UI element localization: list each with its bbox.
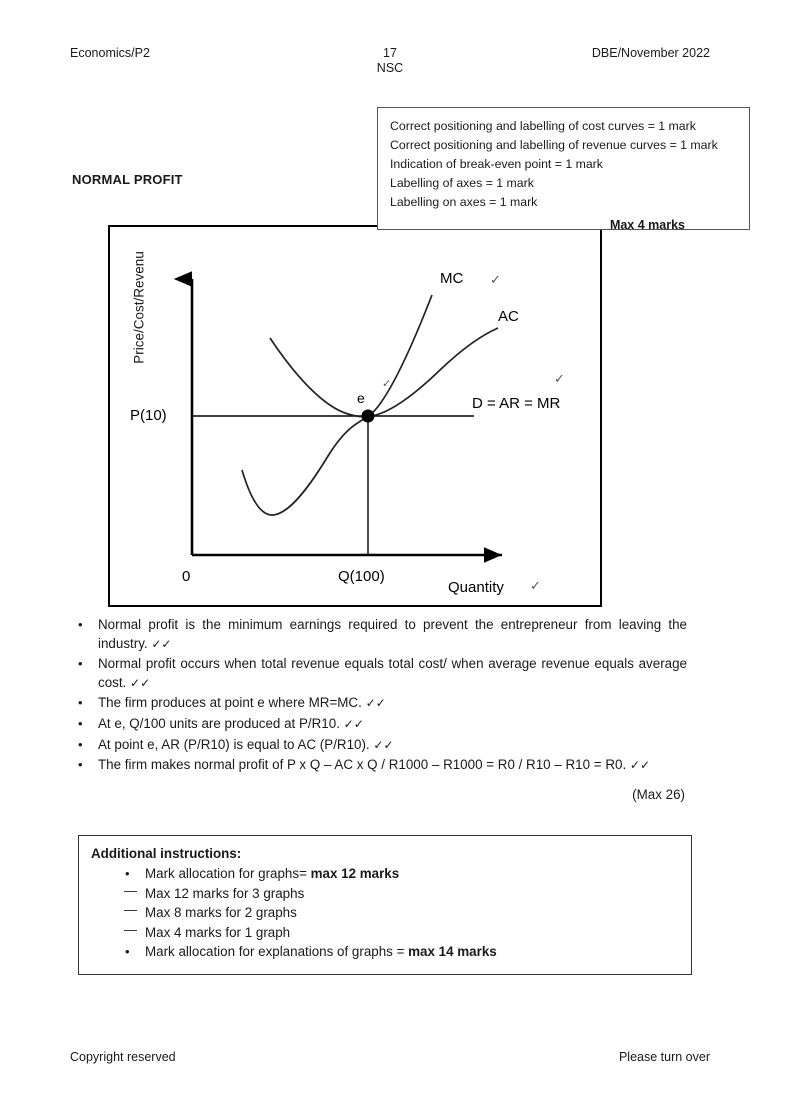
instruction-emphasis: max 14 marks bbox=[408, 944, 497, 959]
normal-profit-graph bbox=[110, 227, 600, 605]
list-item-text: Normal profit is the minimum earnings required to prevent the entrepreneur from leaving the industry. bbox=[98, 617, 687, 651]
bullet-icon: • bbox=[78, 617, 83, 632]
y-axis-price-label: P(10) bbox=[130, 407, 167, 424]
list-item bbox=[72, 694, 687, 713]
marking-criteria-box bbox=[377, 107, 750, 230]
turn-over-notice: Please turn over bbox=[618, 1050, 710, 1064]
instruction-item bbox=[91, 942, 691, 962]
page-footer bbox=[70, 1050, 710, 1070]
origin-label: 0 bbox=[182, 568, 191, 585]
bullet-icon: • bbox=[125, 866, 130, 881]
bullet-icon: • bbox=[78, 736, 83, 752]
dash-bullet-icon: ― bbox=[124, 902, 137, 917]
explanation-list bbox=[72, 616, 687, 777]
max-marks-note: (Max 26) bbox=[632, 787, 685, 802]
bullet-icon: • bbox=[125, 944, 130, 959]
instructions-title: Additional instructions: bbox=[91, 846, 242, 861]
graph-container bbox=[108, 225, 602, 607]
header-page-number: 17 bbox=[383, 46, 397, 60]
instruction-text: Mark allocation for explanations of graphs = bbox=[145, 944, 409, 959]
tick-mark-icon: ✓✓ bbox=[629, 758, 651, 773]
y-axis-title: Price/Cost/Revenu bbox=[131, 251, 147, 364]
list-item bbox=[72, 736, 687, 755]
bullet-icon: • bbox=[78, 715, 83, 731]
instruction-emphasis: max 12 marks bbox=[310, 866, 400, 881]
header-subject: Economics/P2 bbox=[70, 46, 150, 60]
bullet-icon: • bbox=[78, 695, 83, 711]
list-item-text: Normal profit occurs when total revenue equals total cost/ when average revenue equals average cost. bbox=[98, 656, 687, 690]
tick-mark-icon: ✓✓ bbox=[151, 636, 172, 651]
bullet-icon: • bbox=[78, 757, 83, 773]
header-paper-code: NSC bbox=[376, 61, 404, 75]
instruction-item bbox=[91, 923, 691, 943]
tick-mark-icon: ✓✓ bbox=[343, 716, 364, 731]
tick-mark-axes: ✓ bbox=[530, 579, 541, 594]
list-item bbox=[72, 715, 687, 734]
mc-curve-label: MC bbox=[440, 270, 464, 287]
tick-mark-breakeven: ✓ bbox=[382, 377, 392, 390]
list-item-text: At point e, AR (P/R10) is equal to AC (P/R10). bbox=[98, 736, 370, 752]
instruction-text: Max 12 marks for 3 graphs bbox=[145, 885, 305, 901]
header-exam-session: DBE/November 2022 bbox=[591, 46, 710, 60]
x-axis-quantity-label: Q(100) bbox=[338, 568, 385, 585]
copyright-notice: Copyright reserved bbox=[70, 1050, 176, 1064]
list-item bbox=[72, 655, 687, 692]
instruction-item bbox=[91, 884, 691, 904]
bullet-icon: • bbox=[78, 656, 83, 672]
instruction-text: Mark allocation for graphs= bbox=[145, 866, 311, 881]
list-item-text: The firm produces at point e where MR=MC. bbox=[98, 695, 362, 711]
criteria-line: Labelling on axes = 1 mark bbox=[390, 195, 538, 209]
tick-mark-revenue: ✓ bbox=[554, 372, 565, 387]
list-item bbox=[72, 756, 687, 775]
page-header bbox=[70, 46, 710, 86]
ac-curve bbox=[270, 328, 498, 417]
dash-bullet-icon: ― bbox=[124, 921, 137, 937]
criteria-line: Labelling of axes = 1 mark bbox=[390, 176, 534, 190]
equilibrium-point-label: e bbox=[357, 390, 365, 406]
dash-bullet-icon: ― bbox=[124, 882, 137, 898]
criteria-line: Correct positioning and labelling of cost curves = 1 mark bbox=[390, 119, 696, 133]
additional-instructions-box bbox=[78, 835, 692, 975]
ac-curve-label: AC bbox=[498, 308, 519, 325]
instruction-text: Max 4 marks for 1 graph bbox=[145, 924, 291, 940]
list-item bbox=[72, 616, 687, 653]
equilibrium-point-marker bbox=[362, 410, 375, 423]
criteria-max-marks: Max 4 marks bbox=[609, 218, 685, 232]
tick-mark-icon: ✓✓ bbox=[373, 737, 394, 752]
demand-curve-label: D = AR = MR bbox=[472, 395, 561, 412]
list-item-text: The firm makes normal profit of P x Q – AC x Q / R1000 – R1000 = R0 / R10 – R10 = R0. bbox=[98, 757, 627, 773]
mc-curve bbox=[242, 295, 432, 515]
tick-mark-mc: ✓ bbox=[490, 273, 501, 288]
instruction-text: Max 8 marks for 2 graphs bbox=[145, 905, 297, 920]
page-title: NORMAL PROFIT bbox=[72, 172, 183, 187]
tick-mark-icon: ✓✓ bbox=[130, 675, 151, 690]
criteria-line: Indication of break-even point = 1 mark bbox=[390, 157, 603, 171]
tick-mark-icon: ✓✓ bbox=[365, 696, 386, 711]
criteria-line: Correct positioning and labelling of revenue curves = 1 mark bbox=[390, 138, 718, 152]
list-item-text: At e, Q/100 units are produced at P/R10. bbox=[98, 715, 340, 731]
instruction-item bbox=[91, 903, 691, 923]
x-axis-title: Quantity bbox=[448, 579, 504, 596]
instruction-item bbox=[91, 864, 691, 884]
